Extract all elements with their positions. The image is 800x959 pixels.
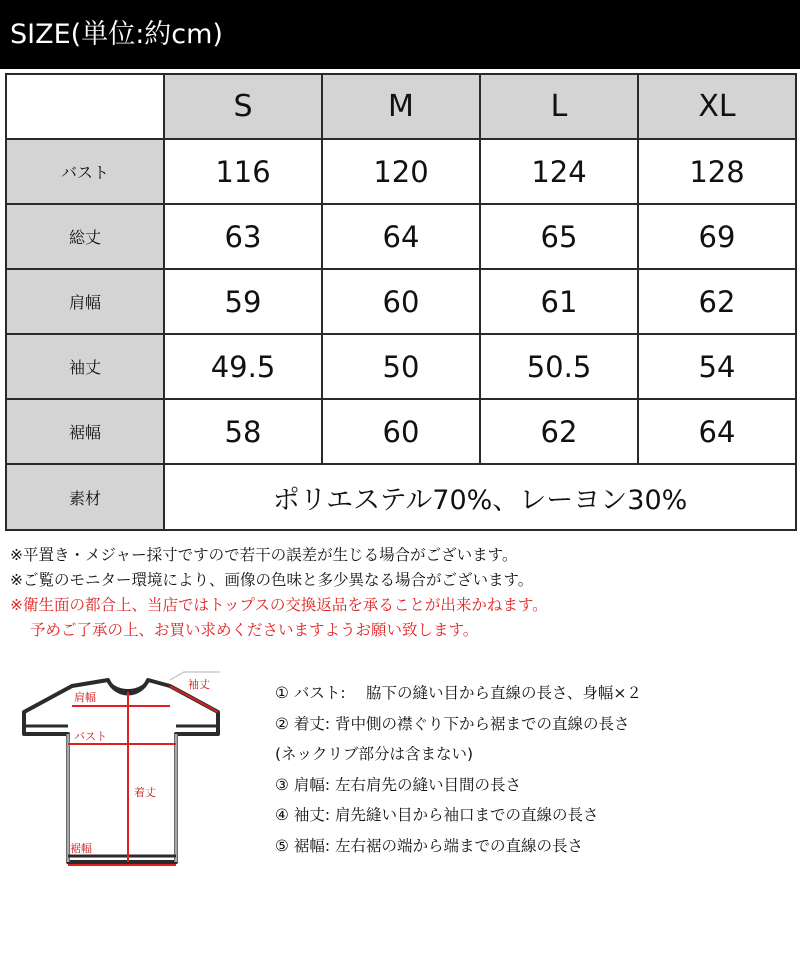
table-cell: 49.5 — [164, 334, 322, 399]
legend-sleeve: ④ 袖丈: 肩先縫い目から袖口までの直線の長さ — [275, 806, 599, 824]
legend-length: ② 着丈: 背中側の襟ぐり下から裾までの直線の長さ — [275, 714, 630, 733]
table-cell: 61 — [480, 269, 638, 334]
note-monitor: ※ご覧のモニター環境により、画像の色味と多少異なる場合がございます。 — [10, 571, 534, 589]
size-header-row — [6, 74, 796, 139]
table-corner-cell — [6, 74, 164, 139]
table-row — [6, 334, 796, 399]
diagram-label-bust: バスト — [74, 730, 107, 743]
table-cell: 128 — [638, 139, 796, 204]
table-row — [6, 204, 796, 269]
legend-hem: ⑤ 裾幅: 左右裾の端から端までの直線の長さ — [275, 836, 583, 855]
material-row — [6, 464, 796, 530]
table-cell: 62 — [638, 269, 796, 334]
note-measurement: ※平置き・メジャー採寸ですので若干の誤差が生じる場合がございます。 — [10, 546, 518, 564]
diagram-label-shoulder: 肩幅 — [74, 691, 96, 704]
table-cell: 58 — [164, 399, 322, 464]
note-no-returns: ※衛生面の都合上、当店ではトップスの交換返品を承ることが出来かねます。 — [10, 596, 548, 614]
table-cell: 50 — [322, 334, 480, 399]
table-cell: 69 — [638, 204, 796, 269]
header-title: SIZE(単位:約cm) — [10, 19, 223, 50]
table-cell: 54 — [638, 334, 796, 399]
diagram-label-hem: 裾幅 — [70, 842, 92, 855]
row-label-length: 総丈 — [6, 204, 164, 269]
row-label-shoulder: 肩幅 — [6, 269, 164, 334]
legend-length-note: (ネックリブ部分は含まない) — [275, 745, 474, 763]
tshirt-icon — [24, 680, 218, 862]
table-cell: 60 — [322, 399, 480, 464]
size-table — [5, 73, 797, 531]
row-label-bust: バスト — [6, 139, 164, 204]
table-cell: 59 — [164, 269, 322, 334]
measurement-legend — [275, 678, 642, 861]
diagram-label-length: 着丈 — [134, 786, 156, 799]
table-row — [6, 399, 796, 464]
table-cell: 62 — [480, 399, 638, 464]
material-value: ポリエステル70%、レーヨン30% — [164, 464, 796, 530]
row-label-hem: 裾幅 — [6, 399, 164, 464]
table-row — [6, 139, 796, 204]
table-cell: 120 — [322, 139, 480, 204]
notes — [10, 543, 548, 643]
tshirt-measurement-diagram — [20, 668, 245, 878]
note-acknowledge: 予めご了承の上、お買い求めくださいますようお願い致します。 — [30, 621, 479, 639]
diagram-label-sleeve: 袖丈 — [188, 678, 210, 691]
legend-bust: ① バスト: 脇下の縫い目から直線の長さ、身幅×２ — [275, 684, 642, 702]
table-cell: 64 — [322, 204, 480, 269]
size-col-l: L — [480, 74, 638, 139]
row-label-material: 素材 — [6, 464, 164, 530]
table-row — [6, 269, 796, 334]
table-cell: 60 — [322, 269, 480, 334]
table-cell: 50.5 — [480, 334, 638, 399]
table-cell: 63 — [164, 204, 322, 269]
table-cell: 124 — [480, 139, 638, 204]
table-cell: 116 — [164, 139, 322, 204]
row-label-sleeve: 袖丈 — [6, 334, 164, 399]
table-cell: 64 — [638, 399, 796, 464]
legend-shoulder: ③ 肩幅: 左右肩先の縫い目間の長さ — [275, 775, 521, 794]
size-col-xl: XL — [638, 74, 796, 139]
table-cell: 65 — [480, 204, 638, 269]
size-chart-header — [0, 0, 800, 69]
size-col-s: S — [164, 74, 322, 139]
size-col-m: M — [322, 74, 480, 139]
